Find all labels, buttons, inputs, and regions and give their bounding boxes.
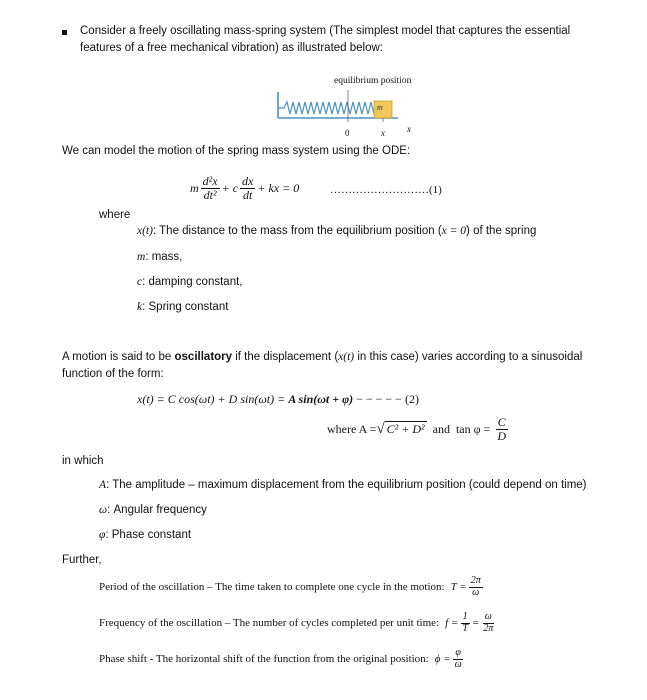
freq-den-1: T	[462, 622, 468, 634]
sqrt-expression	[376, 421, 426, 438]
osc-bold: oscillatory	[174, 351, 233, 363]
def-a-symbol: A	[99, 479, 107, 491]
osc-sym: x(t)	[338, 351, 355, 363]
period-symbol: T =	[450, 581, 467, 593]
def-w-text: : Angular frequency	[107, 504, 207, 516]
dx-den: dt	[243, 187, 253, 202]
ode-m: m	[190, 180, 199, 195]
bullet-icon	[62, 30, 67, 35]
ode-tail: + kx = 0	[257, 180, 300, 195]
osc-mid: if the displacement (	[232, 351, 339, 363]
period-text: Period of the oscillation – The time taken to complete one cycle in the motion:	[99, 581, 445, 593]
def-k-symbol: k	[137, 301, 143, 313]
def-x	[137, 225, 536, 237]
in-which-label: in which	[62, 455, 104, 467]
def-phi	[99, 529, 191, 541]
further-label: Further,	[62, 554, 102, 566]
phase-line	[99, 648, 466, 670]
def-x-post: ) of the spring	[466, 225, 537, 237]
def-x-symbol: x(t)	[137, 225, 153, 237]
def-c-text: : damping constant,	[142, 276, 243, 288]
ode-number: ………………………(1)	[330, 184, 442, 196]
frequency-symbol: f =	[445, 617, 459, 629]
ode-plus-c: + c	[221, 180, 239, 195]
frequency-text: Frequency of the oscillation – The number of cycles completed per unit time:	[99, 617, 440, 629]
osc-post: in this case) varies according to a sinusoidal	[354, 351, 583, 363]
mass-spring-figure	[270, 86, 420, 134]
def-x-text: : The distance to the mass from the equilibrium position (	[152, 225, 442, 237]
where-label: where	[99, 209, 131, 221]
period-den: ω	[472, 586, 480, 598]
spring-coil	[278, 102, 380, 114]
frequency-fraction-1	[460, 612, 470, 634]
def-m	[137, 251, 182, 263]
osc-line-2: function of the form:	[62, 368, 164, 380]
freq-den-2: 2π	[483, 622, 494, 634]
period-fraction	[469, 576, 483, 598]
intro-line-2: features of a free mechanical vibration) as illustrated below:	[80, 42, 383, 54]
tan-den: D	[497, 428, 506, 443]
period-num: 2π	[470, 575, 481, 586]
sqrt-icon: √	[376, 420, 385, 437]
tan-num: C	[497, 415, 506, 429]
d2x-fraction	[201, 175, 220, 201]
def-c	[137, 276, 242, 288]
amplitude-relation	[327, 416, 510, 442]
x-position-label: x	[381, 128, 385, 138]
equation-2	[137, 392, 419, 407]
phase-symbol: ϕ =	[434, 653, 451, 665]
freq-equals: =	[471, 617, 480, 629]
dx-num: dx	[242, 174, 254, 188]
d2x-den: dt²	[203, 187, 217, 202]
eq2-tail: − − − − − (2)	[353, 392, 419, 406]
def-k	[137, 301, 228, 313]
phase-num: φ	[455, 647, 461, 658]
ode-intro: We can model the motion of the spring mass system using the ODE:	[62, 145, 411, 157]
def-w-symbol: ω	[99, 504, 108, 516]
freq-num-1: 1	[462, 611, 468, 622]
def-phi-symbol: φ	[99, 529, 106, 541]
tan-fraction	[495, 416, 508, 442]
eq2-bold: A sin(ωt + φ)	[288, 392, 354, 406]
def-m-symbol: m	[137, 251, 146, 263]
zero-label: 0	[345, 128, 350, 138]
def-a-text: : The amplitude – maximum displacement from the equilibrium position (could depend on time)	[106, 479, 587, 491]
x-axis-label: x	[407, 124, 411, 134]
freq-num-2: ω	[484, 611, 492, 622]
def-w	[99, 504, 207, 516]
def-phi-text: : Phase constant	[105, 529, 192, 541]
def-m-text: : mass,	[145, 251, 183, 263]
intro-line-1: Consider a freely oscillating mass-spring system (The simplest model that captures the essential	[80, 25, 571, 37]
phase-fraction	[453, 648, 464, 670]
osc-line-1	[62, 351, 582, 363]
period-line	[99, 576, 485, 598]
dx-fraction	[240, 175, 255, 201]
eq2-main: x(t) = C cos(ωt) + D sin(ωt) =	[137, 392, 289, 406]
def-x-eq: x = 0	[441, 225, 467, 237]
def-c-symbol: c	[137, 276, 143, 288]
frequency-fraction-2	[481, 612, 495, 634]
mass-label: m	[377, 103, 383, 112]
def-k-text: : Spring constant	[142, 301, 229, 313]
ode-equation	[190, 175, 299, 201]
d2x-num: d²x	[202, 174, 218, 188]
osc-pre: A motion is said to be	[62, 351, 175, 363]
frequency-line	[99, 612, 497, 634]
and-tan: and tan φ =	[426, 421, 494, 436]
equilibrium-label: equilibrium position	[334, 76, 412, 86]
def-a	[99, 479, 587, 491]
phase-den: ω	[454, 658, 462, 670]
where-a: where A =	[327, 421, 377, 436]
phase-text: Phase shift - The horizontal shift of the function from the original position:	[99, 653, 429, 665]
sqrt-inner: C² + D²	[386, 422, 425, 437]
